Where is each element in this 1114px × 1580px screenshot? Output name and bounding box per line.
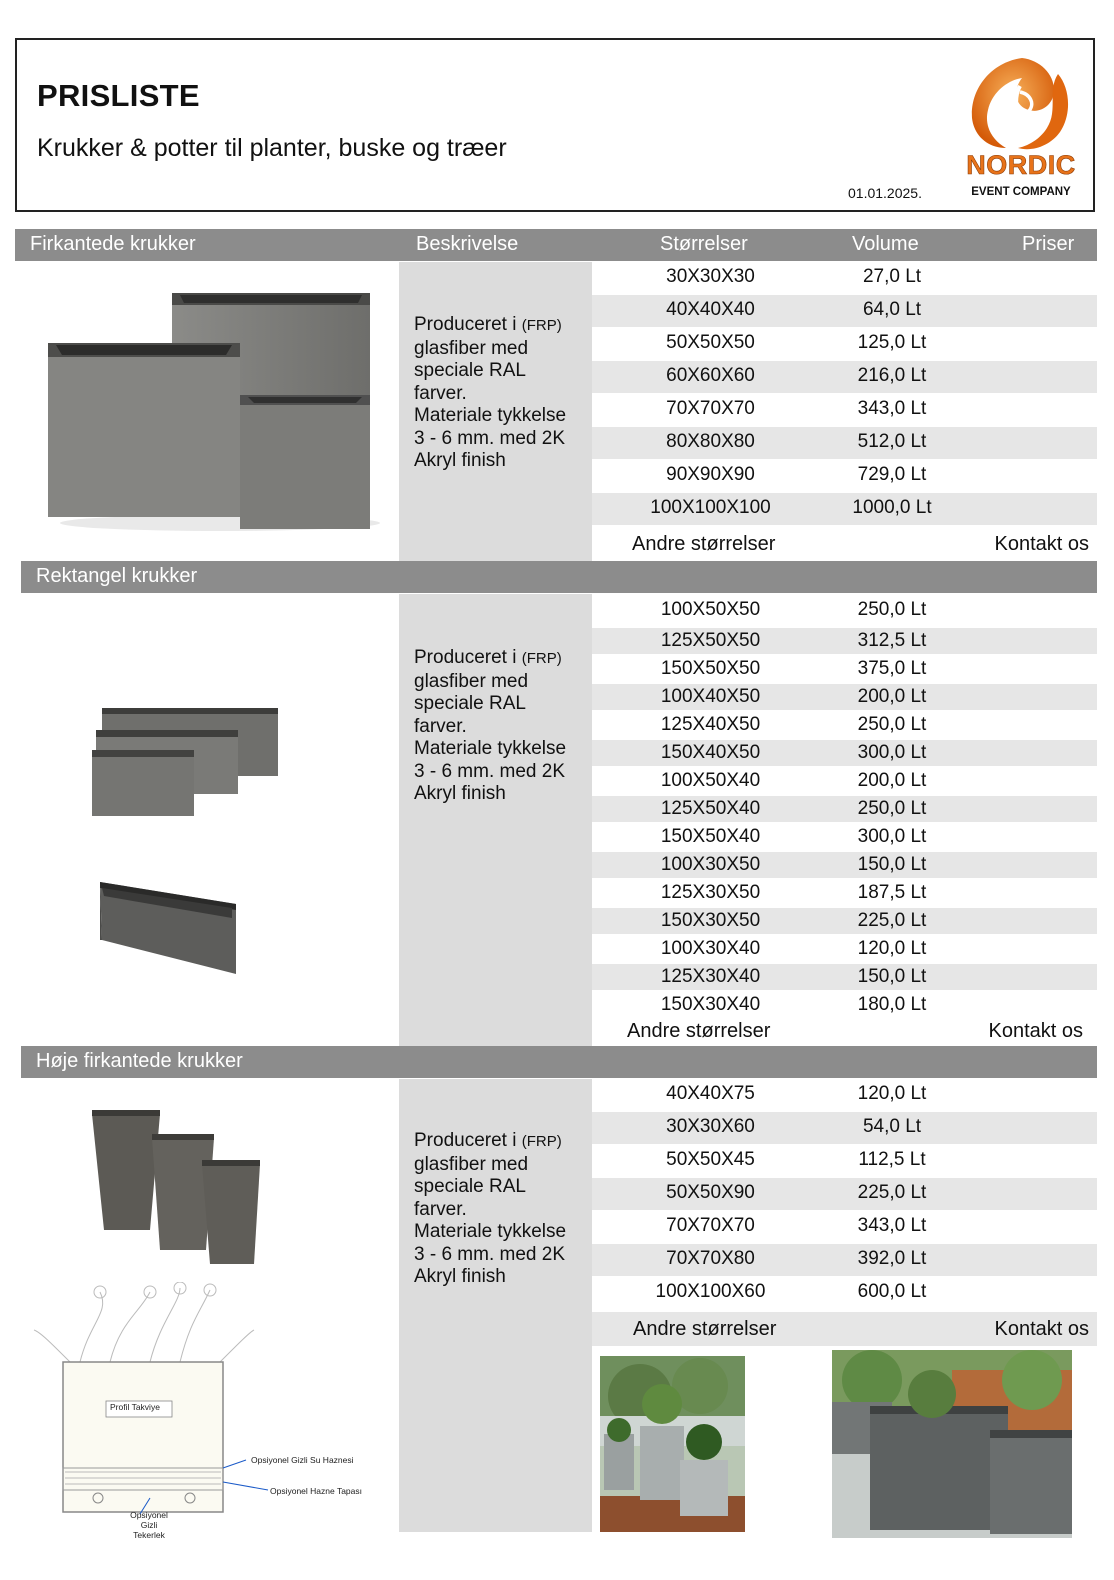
table-row: 125X40X50 250,0 Lt xyxy=(660,714,927,735)
table-row: 125X30X50 187,5 Lt xyxy=(660,882,927,903)
table-row: 100X100X100 1000,0 Lt xyxy=(592,493,1097,525)
diagram-label-hazne-tapasi: Opsiyonel Hazne Tapası xyxy=(270,1486,362,1496)
section-title-rektangel: Rektangel krukker xyxy=(36,565,198,587)
table-row: 150X30X50 225,0 Lt xyxy=(592,908,1097,934)
tall-pots-image xyxy=(88,1108,268,1268)
nordic-logo-icon xyxy=(962,52,1080,204)
terrace-photo xyxy=(600,1356,745,1532)
product-description: Produceret i (FRP) glasfiber med speciale RAL farver. Materiale tykkelse 3 - 6 mm. med 2K Akryl finish xyxy=(414,647,567,804)
table-row: 100X50X50 250,0 Lt xyxy=(660,599,927,620)
table-row: 125X50X40 250,0 Lt xyxy=(592,796,1097,822)
table-row: 80X80X80 512,0 Lt xyxy=(592,427,1097,459)
table-row: 50X50X90 225,0 Lt xyxy=(592,1178,1097,1210)
column-header-volume: Volume xyxy=(852,233,919,255)
product-description: Produceret i (FRP) glasfiber med speciale RAL farver. Materiale tykkelse 3 - 6 mm. med 2K Akryl finish xyxy=(414,1130,567,1287)
table-row: 100X50X40 200,0 Lt xyxy=(660,770,927,791)
table-row: 70X70X80 392,0 Lt xyxy=(592,1244,1097,1276)
table-row: 100X30X50 150,0 Lt xyxy=(592,852,1097,878)
diagram-label-profil: Profil Takviye xyxy=(110,1402,160,1412)
table-row: 40X40X75 120,0 Lt xyxy=(666,1083,927,1104)
table-row: 30X30X60 54,0 Lt xyxy=(592,1112,1097,1144)
table-row: 50X50X45 112,5 Lt xyxy=(666,1149,926,1170)
column-header-sizes: Størrelser xyxy=(660,233,748,255)
column-header-prices: Priser xyxy=(1022,233,1075,255)
table-row: 125X30X40 150,0 Lt xyxy=(592,964,1097,990)
diagram-label-su-haznesi: Opsiyonel Gizli Su Haznesi xyxy=(251,1455,354,1465)
table-row: 90X90X90 729,0 Lt xyxy=(666,464,927,485)
table-row: 150X50X40 300,0 Lt xyxy=(660,826,927,847)
garden-photo xyxy=(832,1350,1072,1538)
page-subtitle: Krukker & potter til planter, buske og træer xyxy=(37,134,507,162)
page-title: PRISLISTE xyxy=(37,78,200,113)
product-description: Produceret i (FRP) glasfiber med speciale RAL farver. Materiale tykkelse 3 - 6 mm. med 2K Akryl finish xyxy=(414,314,567,471)
rectangle-pots-image xyxy=(88,700,298,825)
diagram-label-tekerlek: Opsiyonel Gizli Tekerlek xyxy=(130,1510,168,1540)
table-row: 100X100X60 600,0 Lt xyxy=(655,1281,927,1302)
table-row: 40X40X40 64,0 Lt xyxy=(592,295,1097,327)
table-row: 125X50X50 312,5 Lt xyxy=(592,628,1097,654)
table-row: 70X70X70 343,0 Lt xyxy=(666,1215,927,1236)
table-row: 100X30X40 120,0 Lt xyxy=(660,938,927,959)
rectangle-pot-image xyxy=(96,878,241,978)
logo-subtitle: EVENT COMPANY xyxy=(971,186,1071,198)
section-title-hoje: Høje firkantede krukker xyxy=(36,1050,243,1072)
table-row: 150X40X50 300,0 Lt xyxy=(592,740,1097,766)
table-row: 60X60X60 216,0 Lt xyxy=(592,361,1097,393)
logo-name: NORDIC xyxy=(966,150,1076,180)
contact-link[interactable]: Kontakt os xyxy=(994,533,1089,555)
table-row: 100X40X50 200,0 Lt xyxy=(592,684,1097,710)
contact-link[interactable]: Kontakt os xyxy=(988,1020,1083,1042)
document-date: 01.01.2025. xyxy=(848,185,922,201)
table-row: 150X50X50 375,0 Lt xyxy=(660,658,927,679)
square-pots-image xyxy=(40,285,380,535)
table-row: 50X50X50 125,0 Lt xyxy=(666,332,927,353)
table-row: 150X30X40 180,0 Lt xyxy=(660,994,927,1015)
section-bar-hoje xyxy=(21,1046,1097,1078)
table-row-other: Andre størrelser Kontakt os xyxy=(632,533,1089,555)
column-header-description: Beskrivelse xyxy=(416,233,519,255)
planter-diagram xyxy=(30,1282,380,1544)
column-header-bar xyxy=(15,229,1097,261)
table-row-other: Andre størrelser Kontakt os xyxy=(627,1020,1083,1042)
contact-link[interactable]: Kontakt os xyxy=(994,1318,1089,1340)
table-row: 30X30X30 27,0 Lt xyxy=(666,266,922,287)
header-box xyxy=(15,38,1095,212)
table-row: 70X70X70 343,0 Lt xyxy=(666,398,927,419)
table-row-other: Andre størrelser Kontakt os xyxy=(592,1312,1097,1346)
section-bar-rektangel xyxy=(21,561,1097,593)
section-title-firkantede: Firkantede krukker xyxy=(30,233,196,255)
